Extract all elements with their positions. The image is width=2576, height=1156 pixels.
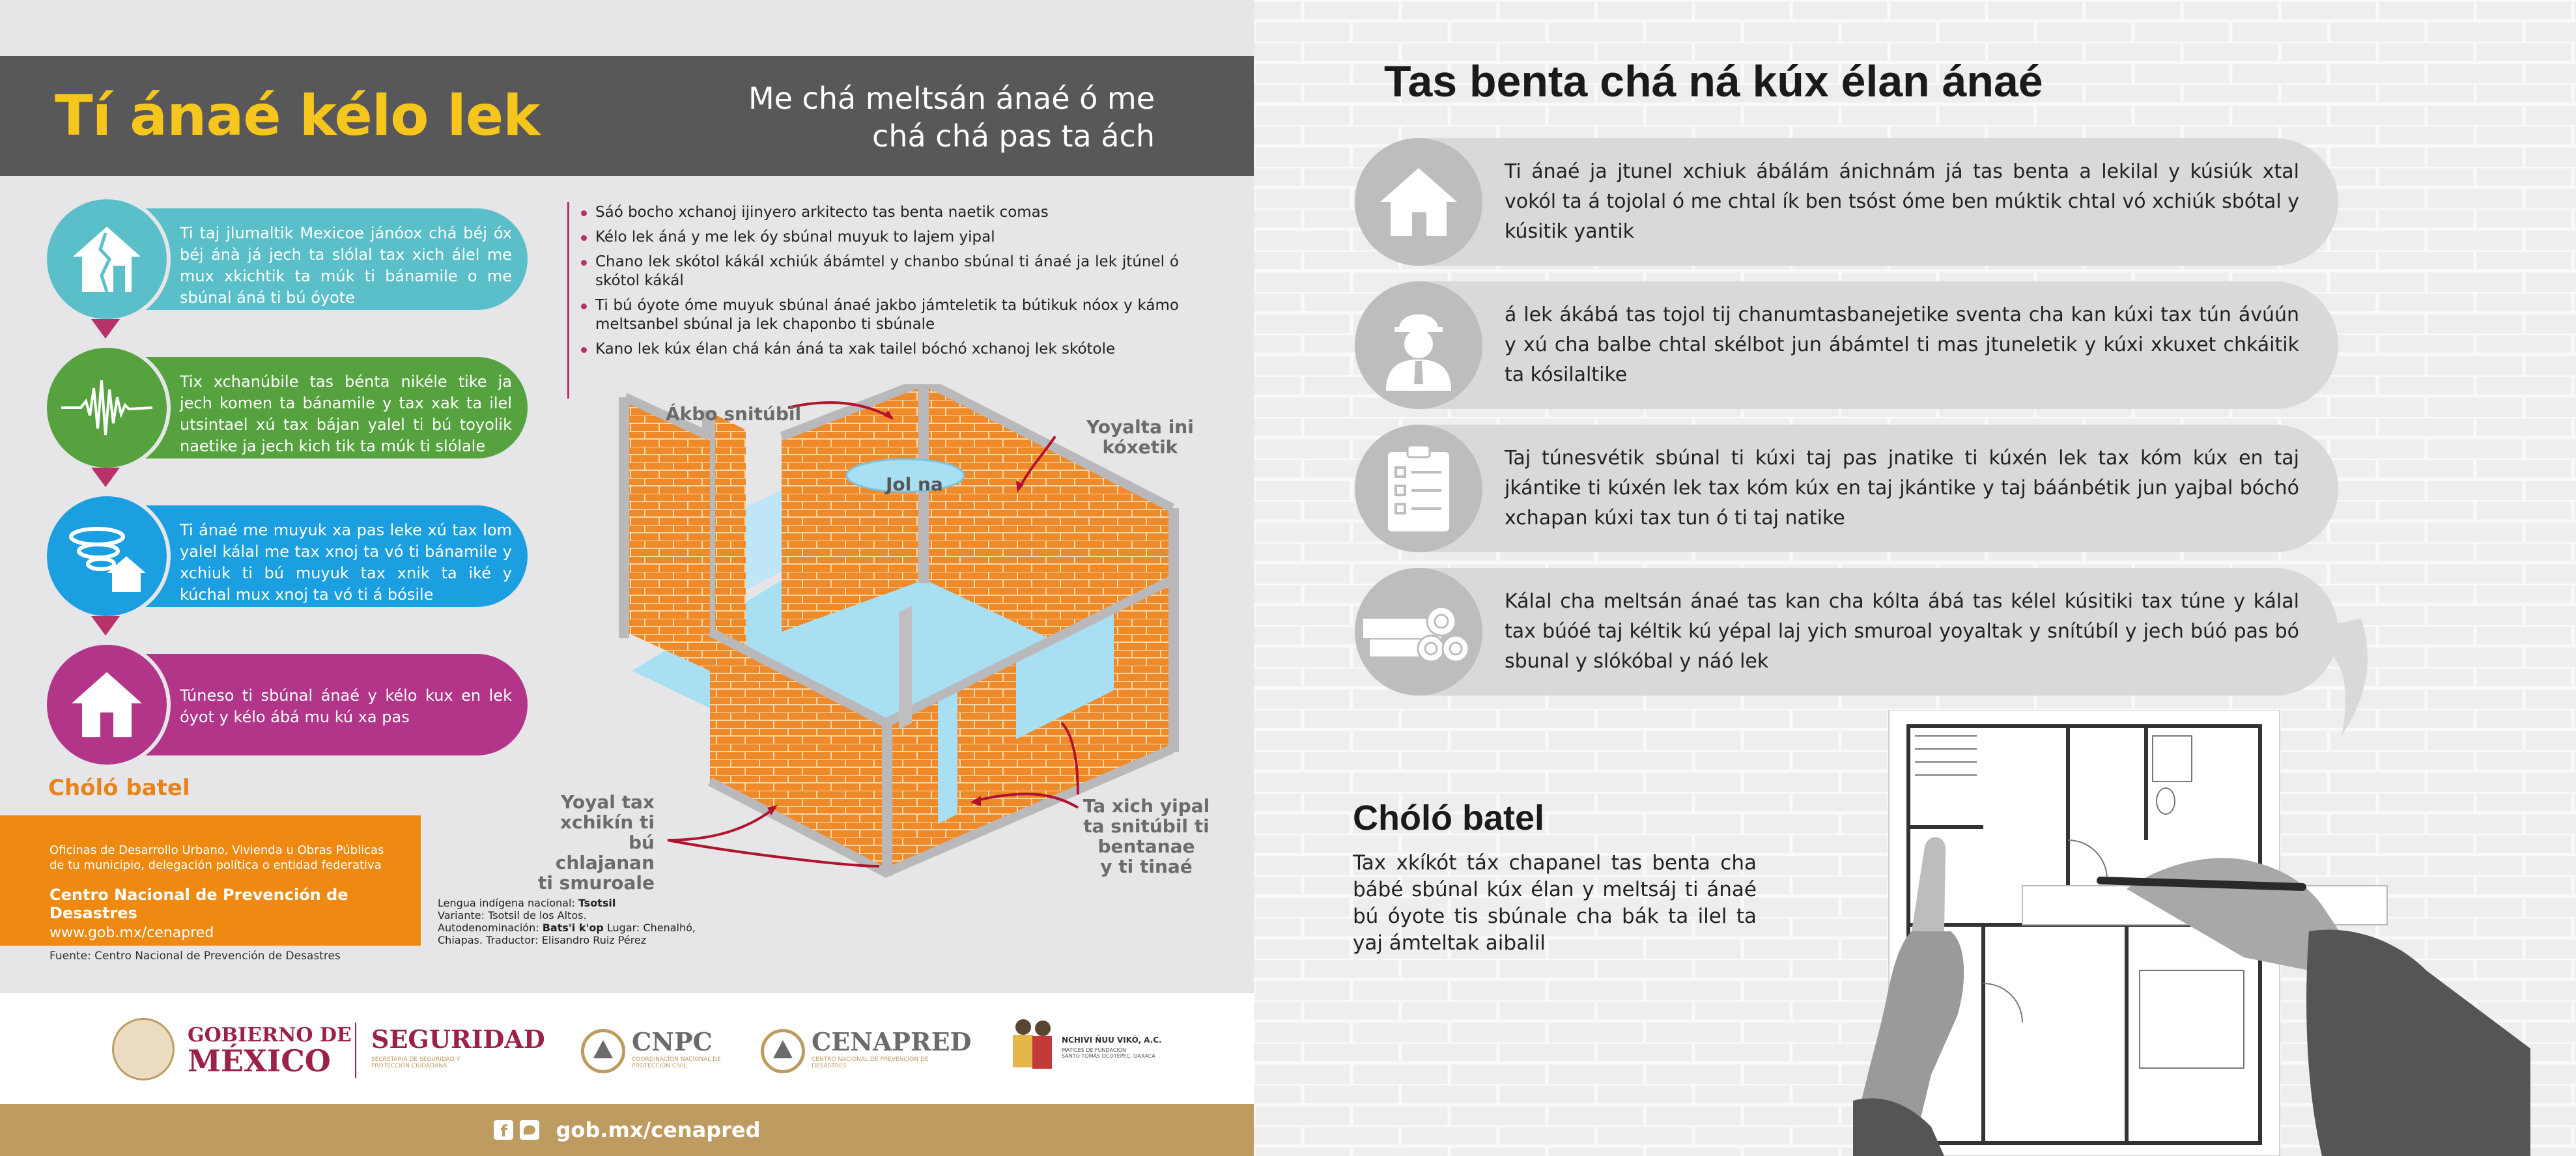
gobierno-seal-icon — [112, 1018, 175, 1080]
org-name: Centro Nacional de Prevención de Desastres — [50, 886, 348, 922]
cenapred-emblem-icon — [761, 1029, 805, 1073]
logo-divider — [355, 1022, 356, 1078]
pill-3-text: Taj túnesvétik sbúnal ti kúxi taj pas jnatike ti kúxén lek tax kóm kúx en taj jkántike ti kúxén lek tax kóm kúx en taj jkántike y taj báánbétik jun yajbal bóchó xchapan kúxi tax tun ó ti taj natike — [1505, 447, 2299, 529]
info-pill-3 — [1355, 425, 2338, 552]
logos-strip — [0, 993, 1254, 1104]
step-2-strip — [137, 357, 528, 458]
damaged-house-icon — [68, 220, 146, 298]
pill-2-text: á lek ákábá tas tojol tij chanumtasbanejetike sventa cha kan kúxi tax tún ávúún y xú cha balbe chtal skélbot jun ábámtel ti mas jtuneletik y kúxi xkuxet chkáitik ta kósilaltike — [1505, 303, 2299, 386]
org-url-link[interactable]: www.gob.mx/cenapred — [50, 925, 214, 941]
label-yoyal-tax: Yoyal tax xchikín ti bú chlajanan ti smuroale — [537, 791, 655, 894]
offices-text: Oficinas de Desarrollo Urbano, Vivienda u Obras Públicas de tu municipio, delegación política o entidad federativa — [50, 843, 384, 872]
right-title: Tas benta chá ná kúx élan ánaé — [1384, 57, 2043, 106]
step-1-strip — [137, 208, 528, 310]
info-pill-4 — [1355, 568, 2338, 696]
cnpc-emblem-icon — [581, 1029, 625, 1073]
cenapred-logo: CENAPRED CENTRO NACIONAL DE PREVENCIÓN DE DESASTRES — [812, 1027, 972, 1069]
step-4-text: Túneso ti sbúnal ánaé y kélo kux en lek óyot y kélo ábá mu kú xa pas — [180, 686, 512, 726]
nchivi-logo: NCHIVI ÑUU VIKÓ, A.C. MATICES DE FUNDACIÓN SANTO TOMÁS OCOTEPEC, OAXACA — [1062, 1036, 1162, 1059]
step-2-text: Tix xchanúbile tas bénta nikéle tike ja jech komen ta bánamile y tax xak ta ilel utsintael xú tax bájan yalel ti bú toyolik naetike ja jech kich tik ta múk ti slólale — [180, 373, 512, 455]
house-icon — [1376, 163, 1461, 241]
house-icon — [68, 666, 146, 744]
pill-2-icon-circle — [1355, 281, 1482, 409]
gobierno-mexico-logo: GOBIERNO DE MÉXICO — [188, 1024, 352, 1078]
pill-4-text: Kálal cha meltsán ánaé tas kan cha kólta ábá tas kélel kúsitiki tax túne y kálal tax búóé taj kéltik kú yépal laj yich smuroal yoyaltak y snítúbíl y jech búó pas bó sbunal y slókóbal y náó lek — [1505, 590, 2299, 673]
checklist-icon — [1383, 443, 1454, 534]
right-panel — [1254, 0, 2576, 1156]
seguridad-logo: SEGURIDAD SECRETARÍA DE SEGURIDAD Y PROTECCIÓN CIUDADANA — [371, 1024, 545, 1069]
info-pill-2 — [1355, 281, 2338, 409]
label-akbo-snitubil: Ákbo snitúbil — [666, 403, 802, 425]
step-2-circle — [47, 348, 167, 468]
page-subtitle: Me chá meltsán ánaé ó me chá chá pas ta ách — [748, 81, 1155, 154]
cholo-batel-heading: Chóló batel — [48, 775, 190, 801]
list-item: Sáó bocho xchanoj ijinyero arkitecto tas benta naetik comas — [580, 203, 1179, 222]
step-3-strip — [137, 505, 528, 607]
footer-bar — [0, 1104, 1254, 1156]
list-item: Ti bú óyote óme muyuk sbúnal ánaé jakbo jámteletik ta bútikuk nóox y kámo meltsanbel sbúnal ja lek chaponbo ti sbúnale — [580, 296, 1179, 334]
info-pill-1 — [1355, 138, 2338, 266]
seismograph-icon — [61, 375, 152, 440]
cholo-batel-heading: Chóló batel — [1353, 798, 1544, 838]
facebook-icon[interactable]: f — [494, 1120, 513, 1140]
list-item: Kélo lek áná y me lek óy sbúnal muyuk to lajem yipal — [580, 228, 1179, 247]
source-note: Fuente: Centro Nacional de Prevención de Desastres — [50, 950, 341, 963]
cholo-batel-text: Tax xkíkót táx chapanel tas benta cha bábé sbúnal kúx élan y meltsáj ti ánaé bú óyote tis sbúnale cha bák ta ilel ta yaj ámteltak aibalil — [1353, 851, 1757, 955]
step-1-circle — [47, 199, 167, 319]
floor-plan-illustration — [1853, 710, 2530, 1156]
pill-4-icon-circle — [1355, 568, 1482, 696]
cnpc-logo: CNPC COORDINACIÓN NACIONAL DE PROTECCIÓN CIVIL — [632, 1027, 721, 1069]
page-title: Tí ánaé kélo lek — [55, 83, 540, 148]
bullets-divider — [567, 202, 569, 399]
step-3-text: Ti ánaé me muyuk xa pas leke xú tax lom yalel kálal me tax xnoj ta vó ti bánamile y xchiuk ti bú muyuk tax xnik ta iké y kúchal mux xnoj ta vó ti á bósile — [180, 521, 512, 604]
step-1-text: Ti taj jlumaltik Mexicoe jánóox chá béj óx béj ánà já jech ta slólal tax xich álel me mux xkichtik ta múk ti bánamile o me sbúnal áná ti bú óyote — [180, 224, 512, 307]
recommendations-list — [580, 203, 1179, 365]
label-yoyalta: Yoyalta ini kóxetik — [1086, 416, 1194, 458]
list-item: Chano lek skótol kákál xchiúk ábámtel y chanbo sbúnal ti ánaé ja lek jtúnel ó skótol kákál — [580, 253, 1179, 290]
twitter-icon[interactable] — [520, 1120, 539, 1140]
nchivi-figures-icon — [1013, 1019, 1053, 1084]
engineer-icon — [1376, 300, 1461, 391]
pill-1-icon-circle — [1355, 138, 1482, 266]
step-4-strip — [137, 654, 528, 755]
footer-url-link[interactable]: gob.mx/cenapred — [556, 1118, 761, 1142]
pill-1-text: Ti ánaé ja jtunel xchiuk ábálám ánichnám já tas benta a lekilal y kúsiúk xtal vokól ta á tojolal ó me chtal ík ben tsóst óme ben múktik chtal vó xchiúk sbótal y kúsitik yantik — [1505, 160, 2299, 243]
step-arrow — [91, 319, 120, 339]
language-info: Lengua indígena nacional: Tsotsil Variante: Tsotsil de los Altos. Autodenominación: Bats'i k'op Lugar: Chenalhó, Chiapas. Traductor: Elisandro Ruiz Pérez — [438, 897, 696, 946]
label-ta-xich-yipal: Ta xich yipal ta snitúbil ti bentanae y ti tinaé — [1083, 795, 1210, 877]
step-4-circle — [47, 645, 167, 765]
step-3-circle — [47, 496, 167, 616]
step-arrow — [91, 616, 120, 636]
contact-box — [0, 815, 421, 946]
label-jol-na: Jol na — [886, 473, 943, 495]
blueprint-rolls-icon — [1363, 593, 1474, 671]
step-arrow — [91, 468, 120, 487]
pill-3-icon-circle — [1355, 425, 1482, 552]
left-panel — [0, 0, 1254, 1156]
list-item: Kano lek kúx élan chá kán áná ta xak tailel bóchó xchanoj lek skótole — [580, 340, 1179, 359]
header-banner — [0, 56, 1254, 176]
hurricane-icon — [64, 517, 149, 595]
